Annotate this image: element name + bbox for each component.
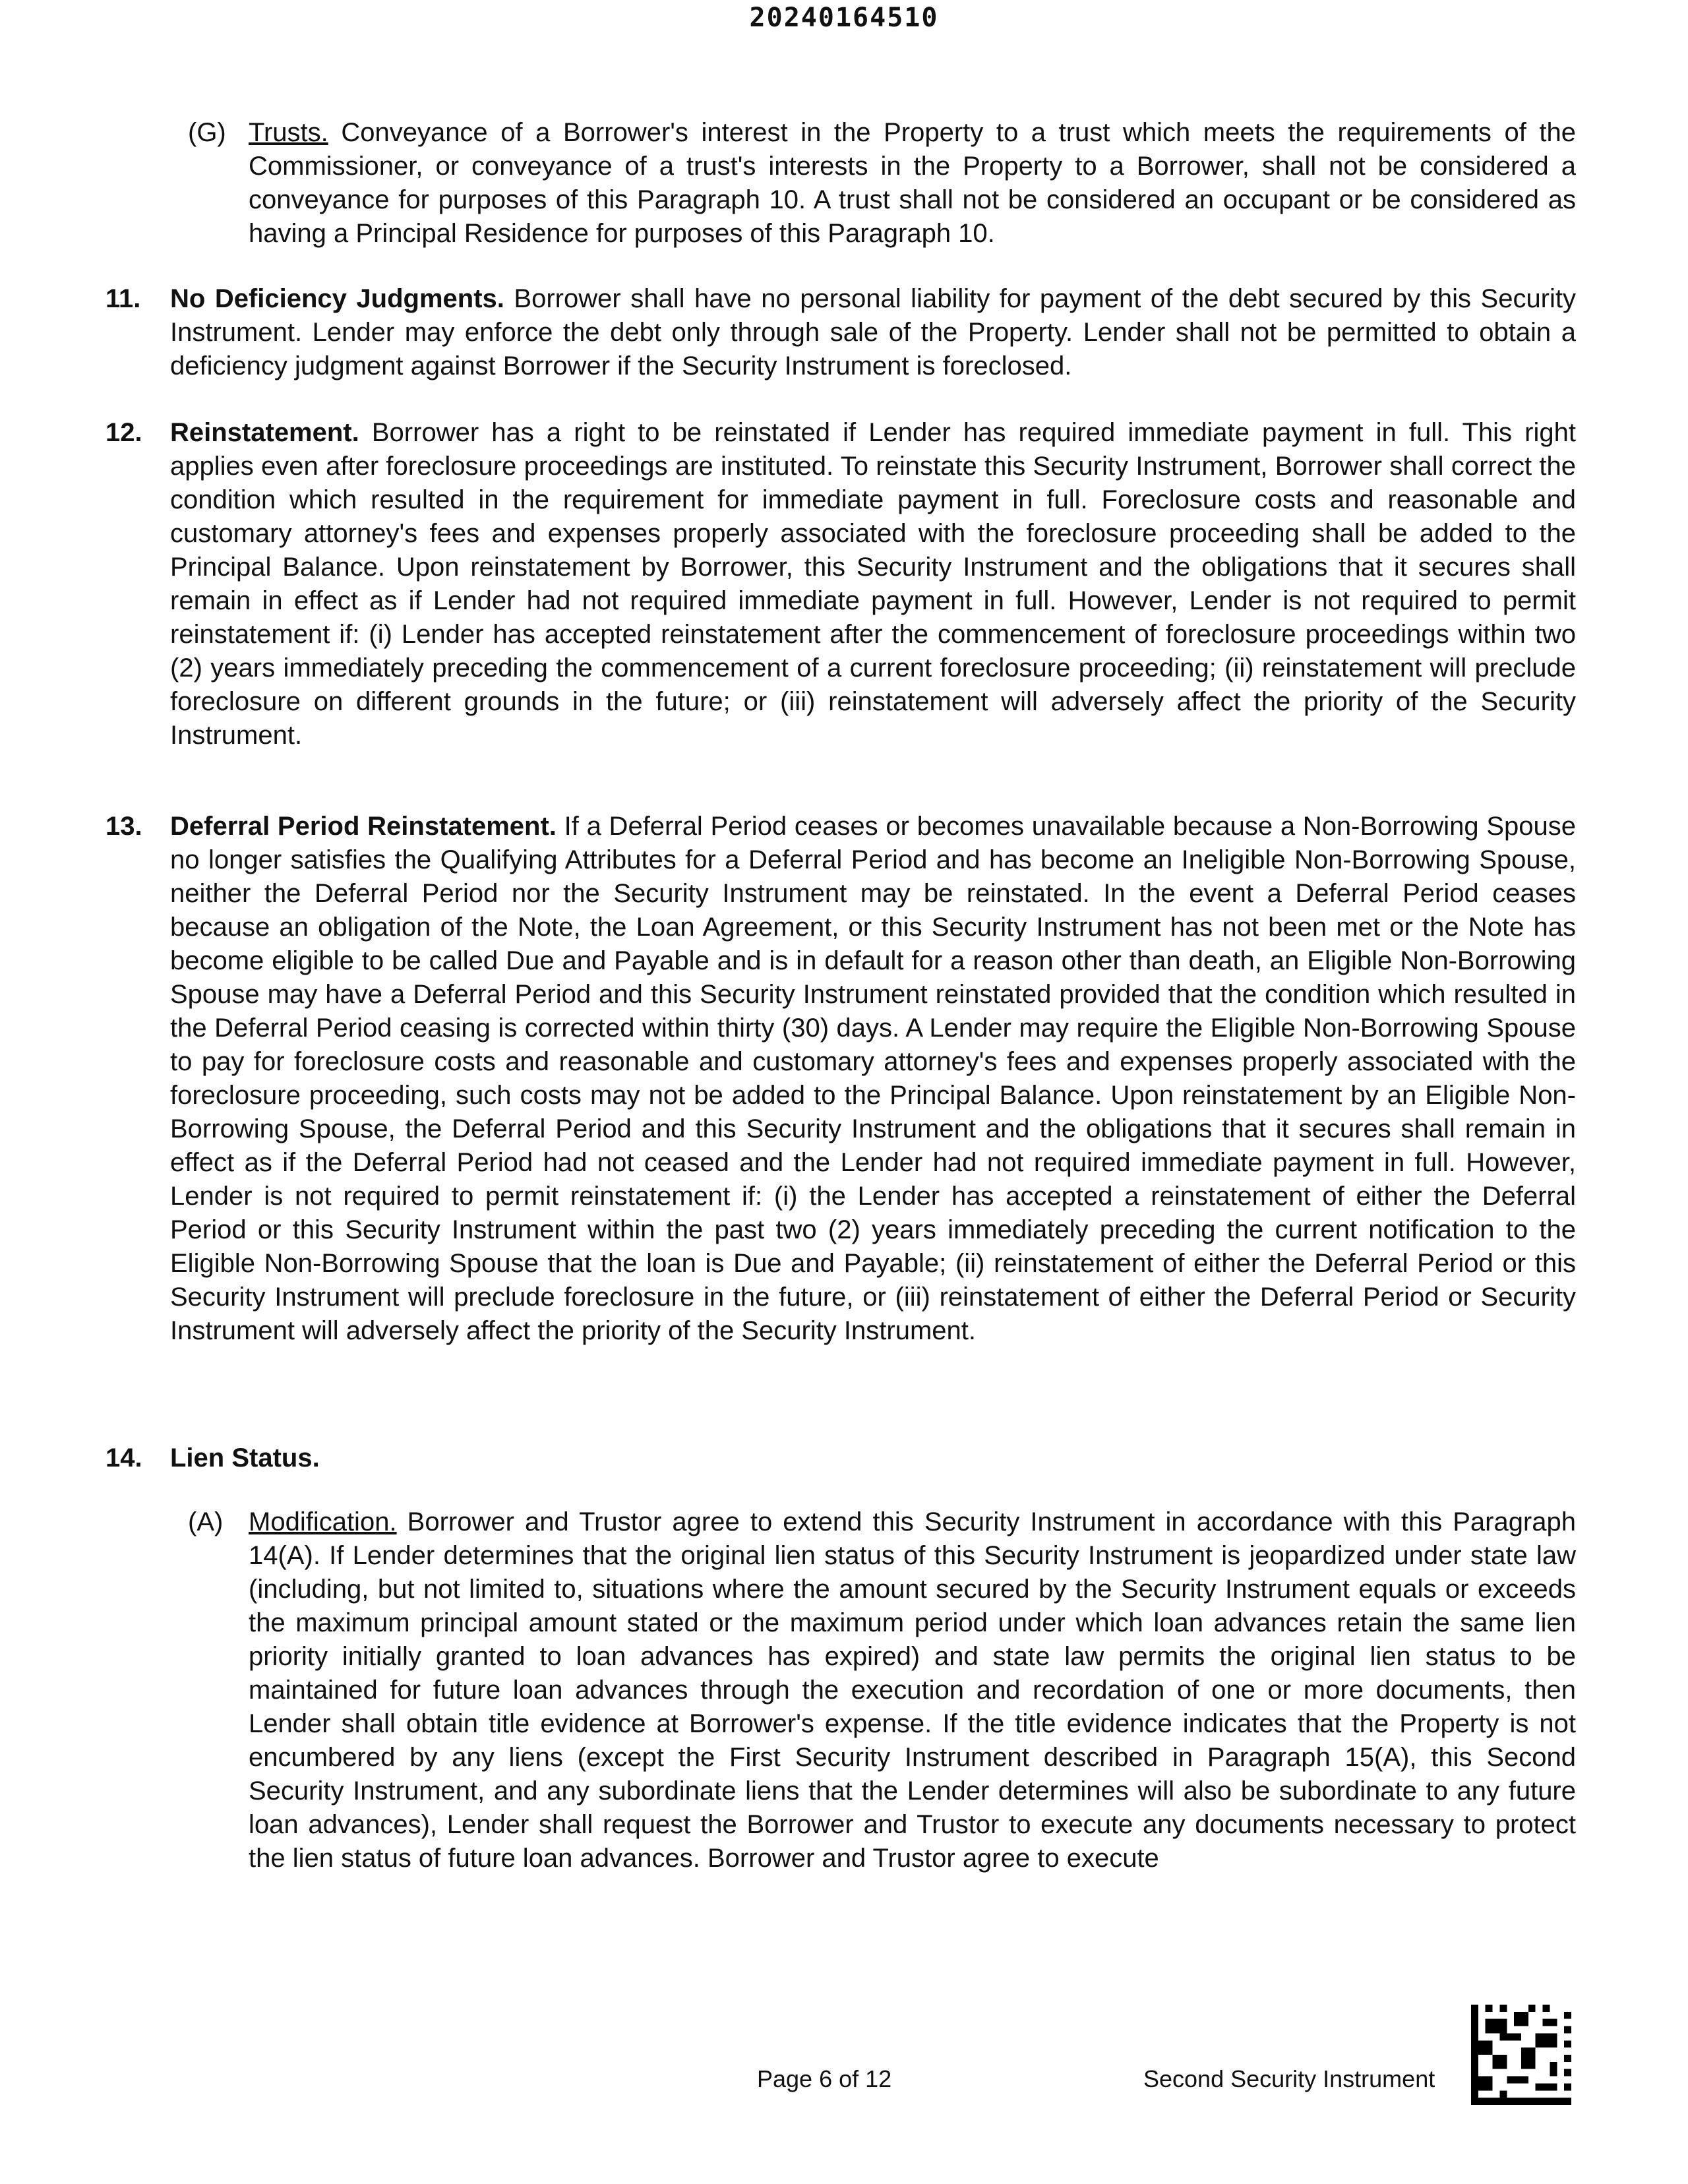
paragraph-14 <box>106 1441 1576 1475</box>
paragraph-10g <box>188 116 1576 251</box>
document-number: 20240164510 <box>749 3 939 33</box>
item-label: (G) <box>188 118 226 147</box>
item-label: (A) <box>188 1507 224 1536</box>
paragraph-13 <box>106 810 1576 1348</box>
paragraph-12 <box>106 416 1576 752</box>
paragraph-11 <box>106 282 1576 383</box>
item-label: 13. <box>106 812 142 841</box>
footer-doc-title: Second Security Instrument <box>1143 2065 1435 2092</box>
item-label: 11. <box>106 284 141 313</box>
item-text: Borrower has a right to be reinstated if Lender has required immediate payment in full. This right applies even after foreclosure proceedings are instituted. To reinstate this Security Instrument, Borrower shall correct the condition which resulted in the requirement for immediate payment in full. Foreclosure costs and reasonable and customary attorney's fees and expenses properly associated with the foreclosure proceeding shall be added to the Principal Balance. Upon reinstatement by Borrower, this Security Instrument and the obligations that it secures shall remain in effect as if Lender had not required immediate payment in full. However, Lender is not required to permit reinstatement if: (i) Lender has accepted reinstatement after the commencement of foreclosure proceedings within two (2) years immediately preceding the commencement of a current foreclosure proceeding; (ii) reinstatement will preclude foreclosure on different grounds in the future; or (iii) reinstatement will adversely affect the priority of the Security Instrument. <box>170 418 1576 750</box>
paragraph-14a <box>188 1505 1576 1875</box>
item-label: 14. <box>106 1443 142 1472</box>
item-title: Deferral Period Reinstatement. <box>170 812 557 841</box>
page-number: Page 6 of 12 <box>757 2065 892 2092</box>
item-label: 12. <box>106 418 142 447</box>
item-text: If a Deferral Period ceases or becomes unavailable because a Non-Borrowing Spouse no longer satisfies the Qualifying Attributes for a Deferral Period and has become an Ineligible Non-Borrowing Spouse, neither the Deferral Period nor the Security Instrument may be reinstated. In the event a Deferral Period ceases because an obligation of the Note, the Loan Agreement, or this Security Instrument has not been met or the Note has become eligible to be called Due and Payable and is in default for a reason other than death, an Eligible Non-Borrowing Spouse may have a Deferral Period and this Security Instrument reinstated provided that the condition which resulted in the Deferral Period ceasing is corrected within thirty (30) days. A Lender may require the Eligible Non-Borrowing Spouse to pay for foreclosure costs and reasonable and customary attorney's fees and expenses properly associated with the foreclosure proceeding, such costs may not be added to the Principal Balance. Upon reinstatement by an Eligible Non-Borrowing Spouse, the Deferral Period and this Security Instrument and the obligations that it secures shall remain in effect as if the Deferral Period had not ceased and the Lender had not required immediate payment in full. However, Lender is not required to permit reinstatement if: (i) the Lender has accepted a reinstatement of either the Deferral Period or this Security Instrument within the past two (2) years immediately preceding the current notification to the Eligible Non-Borrowing Spouse that the loan is Due and Payable; (ii) reinstatement of either the Deferral Period or this Security Instrument will preclude foreclosure in the future, or (iii) reinstatement of either the Deferral Period or Security Instrument will adversely affect the priority of the Security Instrument. <box>170 812 1576 1345</box>
item-title: No Deficiency Judgments. <box>170 284 504 313</box>
item-title: Modification. <box>249 1507 397 1536</box>
item-title: Reinstatement. <box>170 418 359 447</box>
item-text: Borrower and Trustor agree to extend this Security Instrument in accordance with this Paragraph 14(A). If Lender determines that the original lien status of this Security Instrument is jeopardized under state law (including, but not limited to, situations where the amount secured by the Security Instrument equals or exceeds the maximum principal amount stated or the maximum period under which loan advances retain the same lien priority initially granted to loan advances has expired) and state law permits the original lien status to be maintained for future loan advances through the execution and recordation of one or more documents, then Lender shall obtain title evidence at Borrower's expense. If the title evidence indicates that the Property is not encumbered by any liens (except the First Security Instrument described in Paragraph 15(A), this Second Security Instrument, and any subordinate liens that the Lender determines will also be subordinate to any future loan advances), Lender shall request the Borrower and Trustor to execute any documents necessary to protect the lien status of future loan advances. Borrower and Trustor agree to execute <box>249 1507 1576 1873</box>
item-title: Lien Status. <box>170 1443 320 1472</box>
item-text: Conveyance of a Borrower's interest in the Property to a trust which meets the requirements of the Commissioner, or conveyance of a trust's interests in the Property to a Borrower, shall not be considered a conveyance for purposes of this Paragraph 10. A trust shall not be considered an occupant or be considered as having a Principal Residence for purposes of this Paragraph 10. <box>249 118 1576 248</box>
item-title: Trusts. <box>249 118 328 147</box>
datamatrix-barcode <box>1469 2005 1573 2105</box>
item-text: Borrower shall have no personal liability for payment of the debt secured by this Security Instrument. Lender may enforce the debt only through sale of the Property. Lender shall not be permitted to obtain a deficiency judgment against Borrower if the Security Instrument is foreclosed. <box>170 284 1577 380</box>
